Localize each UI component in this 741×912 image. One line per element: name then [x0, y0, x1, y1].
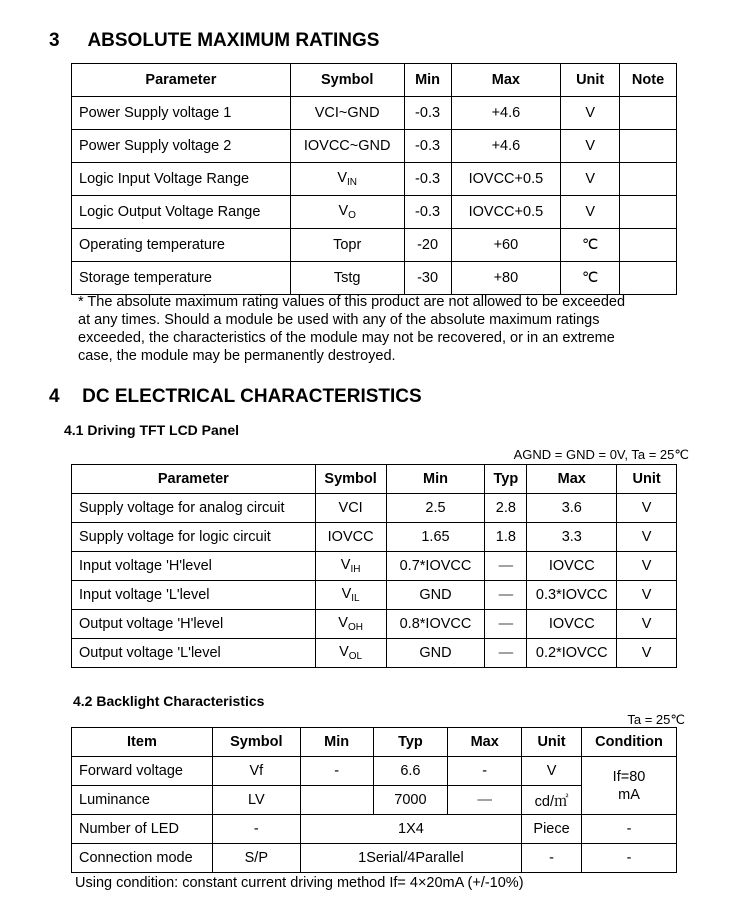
min-cell: [300, 786, 373, 815]
unit-cell: V: [617, 581, 677, 610]
table-row: [72, 639, 677, 668]
footnote-line: case, the module may be permanently destroyed.: [78, 348, 396, 364]
typ-cell: 7000: [373, 786, 448, 815]
header-cell: Note: [620, 64, 677, 97]
param-cell: Output voltage 'L'level: [72, 639, 316, 668]
max-cell: 3.3: [527, 523, 617, 552]
symbol-cell: VCI: [315, 494, 386, 523]
unit-cell: V: [561, 163, 620, 196]
param-cell: Input voltage 'L'level: [72, 581, 316, 610]
table-row: [72, 610, 677, 639]
unit-cell: Piece: [522, 815, 582, 844]
unit-cell: cd/㎡: [522, 786, 582, 815]
section-3-heading: [49, 30, 379, 52]
symbol-main: V: [339, 644, 349, 660]
backlight-table: [71, 727, 677, 873]
footnote-line: at any times. Should a module be used with any of the absolute maximum ratings: [78, 312, 600, 328]
absolute-max-footnote: [78, 293, 625, 365]
min-cell: -20: [404, 229, 451, 262]
table-row: [72, 196, 677, 229]
table-row: [72, 815, 677, 844]
symbol-cell: LV: [212, 786, 300, 815]
symbol-cell: IOVCC: [315, 523, 386, 552]
symbol-main: V: [340, 557, 351, 573]
header-cell: Min: [386, 465, 485, 494]
unit-cell: V: [617, 552, 677, 581]
max-cell: +4.6: [451, 130, 561, 163]
typ-cell: 2.8: [485, 494, 527, 523]
header-cell: Parameter: [72, 465, 316, 494]
backlight-conditions: Ta = 25℃: [627, 712, 685, 727]
min-cell: -30: [404, 262, 451, 295]
max-cell: IOVCC+0.5: [451, 163, 561, 196]
section-number: 4: [49, 386, 60, 407]
note-cell: [620, 196, 677, 229]
max-cell: +60: [451, 229, 561, 262]
symbol-cell: [315, 610, 386, 639]
header-cell: Symbol: [212, 728, 300, 757]
symbol-cell: S/P: [212, 844, 300, 873]
item-cell: Forward voltage: [72, 757, 213, 786]
min-cell: 2.5: [386, 494, 485, 523]
header-cell: Symbol: [315, 465, 386, 494]
table-row: [72, 757, 677, 786]
param-cell: Logic Input Voltage Range: [72, 163, 291, 196]
unit-cell: ℃: [561, 262, 620, 295]
header-cell: Max: [448, 728, 522, 757]
note-cell: [620, 229, 677, 262]
section-title: ABSOLUTE MAXIMUM RATINGS: [87, 30, 380, 51]
unit-cell: V: [522, 757, 582, 786]
symbol-subscript: IN: [347, 177, 357, 188]
unit-cell: -: [522, 844, 582, 873]
symbol-cell: Topr: [290, 229, 404, 262]
table-header-row: [72, 64, 677, 97]
param-cell: Storage temperature: [72, 262, 291, 295]
symbol-main: V: [341, 586, 352, 602]
note-cell: [620, 262, 677, 295]
max-cell: 0.2*IOVCC: [527, 639, 617, 668]
table-row: [72, 552, 677, 581]
typ-cell: 6.6: [373, 757, 448, 786]
symbol-cell: [290, 196, 404, 229]
param-cell: Input voltage 'H'level: [72, 552, 316, 581]
item-cell: Connection mode: [72, 844, 213, 873]
header-cell: Symbol: [290, 64, 404, 97]
table-row: [72, 130, 677, 163]
table-row: [72, 844, 677, 873]
header-cell: Typ: [485, 465, 527, 494]
subsection-4-2-title: 4.2 Backlight Characteristics: [73, 693, 265, 709]
min-cell: -0.3: [404, 196, 451, 229]
max-cell: IOVCC+0.5: [451, 196, 561, 229]
param-cell: Supply voltage for logic circuit: [72, 523, 316, 552]
header-cell: Unit: [617, 465, 677, 494]
unit-cell: ℃: [561, 229, 620, 262]
max-cell: 3.6: [527, 494, 617, 523]
note-cell: [620, 130, 677, 163]
max-cell: +80: [451, 262, 561, 295]
note-cell: [620, 163, 677, 196]
unit-cell: V: [617, 639, 677, 668]
min-cell: 0.7*IOVCC: [386, 552, 485, 581]
merged-value-cell: 1Serial/4Parallel: [300, 844, 521, 873]
symbol-cell: IOVCC~GND: [290, 130, 404, 163]
header-cell: Condition: [582, 728, 677, 757]
condition-cell: -: [582, 815, 677, 844]
symbol-cell: VCI~GND: [290, 97, 404, 130]
symbol-cell: Tstg: [290, 262, 404, 295]
max-cell: IOVCC: [527, 610, 617, 639]
symbol-subscript: IH: [350, 564, 361, 575]
subsection-4-1-title: 4.1 Driving TFT LCD Panel: [64, 422, 240, 438]
symbol-cell: [315, 552, 386, 581]
header-cell: Max: [527, 465, 617, 494]
max-cell: 0.3*IOVCC: [527, 581, 617, 610]
typ-cell: —: [485, 639, 527, 668]
symbol-subscript: IL: [351, 593, 360, 604]
param-cell: Supply voltage for analog circuit: [72, 494, 316, 523]
symbol-main: V: [338, 203, 349, 219]
symbol-cell: [290, 163, 404, 196]
condition-cell: -: [582, 844, 677, 873]
min-cell: -0.3: [404, 163, 451, 196]
symbol-cell: -: [212, 815, 300, 844]
header-cell: Parameter: [72, 64, 291, 97]
note-cell: [620, 97, 677, 130]
param-cell: Logic Output Voltage Range: [72, 196, 291, 229]
condition-cell: [582, 757, 677, 815]
header-cell: Unit: [561, 64, 620, 97]
symbol-cell: [315, 581, 386, 610]
max-cell: -: [448, 757, 522, 786]
section-4-heading: [49, 386, 422, 408]
header-cell: Item: [72, 728, 213, 757]
header-cell: Typ: [373, 728, 448, 757]
table-row: [72, 229, 677, 262]
table-row: [72, 163, 677, 196]
using-condition-note: Using condition: constant current driving method If= 4×20mA (+/-10%): [75, 875, 524, 891]
condition-line: If=80: [612, 768, 646, 785]
table-row: [72, 523, 677, 552]
min-cell: -: [300, 757, 373, 786]
symbol-cell: Vf: [212, 757, 300, 786]
symbol-main: V: [337, 170, 347, 186]
absolute-max-ratings-table: [71, 63, 677, 295]
typ-cell: 1.8: [485, 523, 527, 552]
condition-line: mA: [618, 786, 640, 803]
min-cell: -0.3: [404, 130, 451, 163]
section-number: 3: [49, 30, 60, 51]
param-cell: Operating temperature: [72, 229, 291, 262]
max-cell: —: [448, 786, 522, 815]
symbol-subscript: OL: [348, 651, 363, 662]
typ-cell: —: [485, 552, 527, 581]
unit-cell: V: [617, 610, 677, 639]
unit-cell: V: [561, 97, 620, 130]
table-row: [72, 262, 677, 295]
min-cell: 0.8*IOVCC: [386, 610, 485, 639]
unit-cell: V: [617, 523, 677, 552]
symbol-cell: [315, 639, 386, 668]
typ-cell: —: [485, 610, 527, 639]
header-cell: Min: [404, 64, 451, 97]
dc-conditions: AGND = GND = 0V, Ta = 25℃: [513, 447, 689, 462]
param-cell: Output voltage 'H'level: [72, 610, 316, 639]
max-cell: IOVCC: [527, 552, 617, 581]
table-row: [72, 97, 677, 130]
unit-cell: V: [561, 196, 620, 229]
footnote-line: * The absolute maximum rating values of this product are not allowed to be exceeded: [78, 294, 626, 310]
merged-value-cell: 1X4: [300, 815, 521, 844]
symbol-subscript: OH: [347, 622, 363, 633]
table-header-row: [72, 728, 677, 757]
min-cell: GND: [386, 639, 485, 668]
footnote-line: exceeded, the characteristics of the module may not be recovered, or in an extreme: [78, 330, 615, 346]
symbol-subscript: O: [348, 210, 356, 221]
item-cell: Number of LED: [72, 815, 213, 844]
header-cell: Min: [300, 728, 373, 757]
min-cell: -0.3: [404, 97, 451, 130]
table-row: [72, 494, 677, 523]
header-cell: Max: [451, 64, 561, 97]
item-cell: Luminance: [72, 786, 213, 815]
max-cell: +4.6: [451, 97, 561, 130]
table-row: [72, 581, 677, 610]
dc-characteristics-table: [71, 464, 677, 668]
header-cell: Unit: [522, 728, 582, 757]
typ-cell: —: [485, 581, 527, 610]
min-cell: GND: [386, 581, 485, 610]
table-header-row: [72, 465, 677, 494]
param-cell: Power Supply voltage 1: [72, 97, 291, 130]
unit-cell: V: [617, 494, 677, 523]
unit-cell: V: [561, 130, 620, 163]
section-title: DC ELECTRICAL CHARACTERISTICS: [82, 386, 422, 407]
min-cell: 1.65: [386, 523, 485, 552]
param-cell: Power Supply voltage 2: [72, 130, 291, 163]
symbol-main: V: [338, 615, 348, 631]
